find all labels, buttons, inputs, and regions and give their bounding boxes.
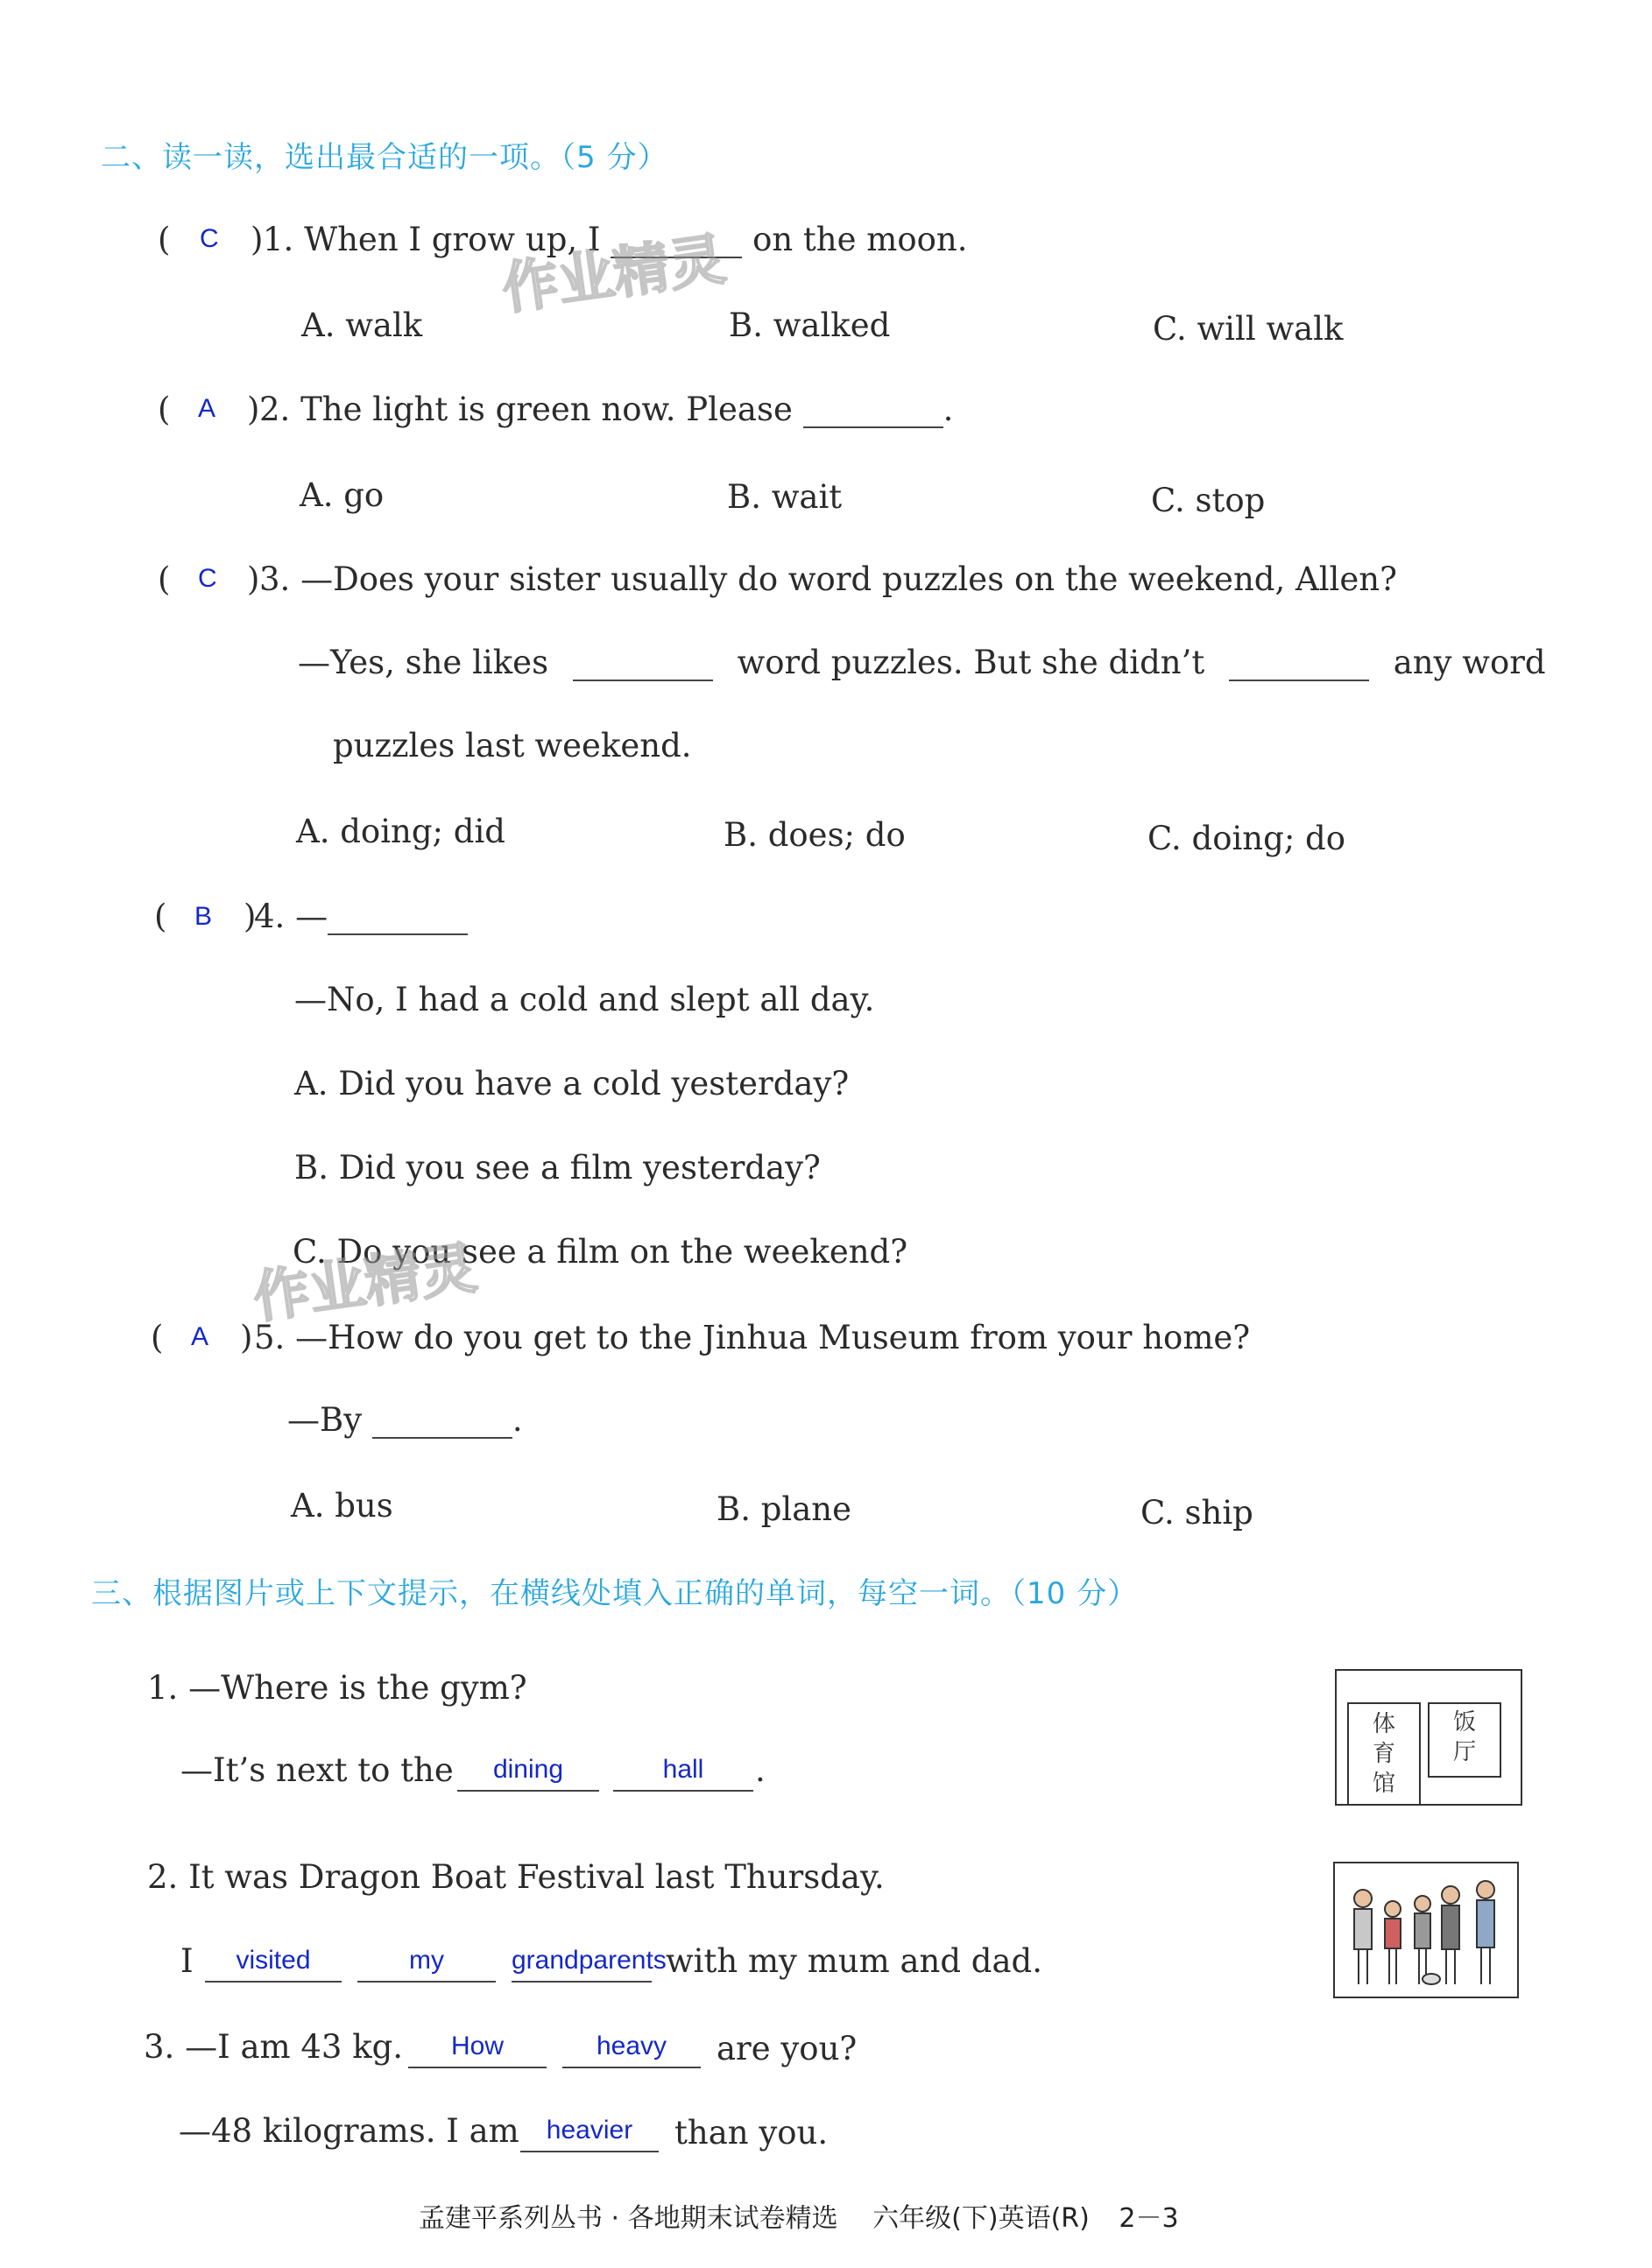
s3-q3-fill-1-line <box>408 2067 547 2068</box>
q5-blank[interactable] <box>372 1402 512 1439</box>
q3-reply-c: any word <box>1393 644 1546 681</box>
s3-q1-fill-2-line <box>613 1790 753 1792</box>
q3-reply-b: word puzzles. But she didn’t <box>737 644 1205 681</box>
s3-q1-end: . <box>755 1751 766 1789</box>
q3-paren-open: ( <box>158 560 171 598</box>
s3-q2-fill-3[interactable] <box>512 1933 667 1983</box>
s3-q3-fill-3-line <box>520 2151 659 2152</box>
s3-q2-fill-2-answer: my <box>409 1946 444 1975</box>
s3-q2-fill-2-line <box>357 1981 496 1983</box>
section2-heading: 二、读一读，选出最合适的一项。（5 分） <box>101 140 668 175</box>
q5-stem: 5. —How do you get to the Jinhua Museum from your home? <box>254 1319 1251 1356</box>
q1-stem-a: 1. When I grow up, I <box>263 221 601 258</box>
s3-q2-fill-1-line <box>205 1981 342 1983</box>
s3-q1-fill-1-line <box>457 1790 599 1792</box>
q4-paren-close: ) <box>244 898 257 935</box>
watermark-2: 作业精灵 <box>249 1236 481 1332</box>
family-icon <box>1335 1863 1517 1997</box>
q2-option-c: C. stop <box>1151 482 1266 519</box>
q5-reply-text: —By <box>287 1401 363 1439</box>
q3-option-b: B. does; do <box>724 816 906 854</box>
q5-option-a: A. bus <box>291 1487 393 1525</box>
watermark-1: 作业精灵 <box>498 227 730 323</box>
q2-stem <box>259 391 953 428</box>
q1-stem-b: on the moon. <box>752 221 968 258</box>
q4-paren-open: ( <box>154 898 167 935</box>
dining-char-1: 饭 <box>1452 1709 1476 1736</box>
q3-blank-2[interactable] <box>1229 644 1369 681</box>
section3-heading: 三、根据图片或上下文提示，在横线处填入正确的单词，每空一词。（10 分） <box>91 1576 1139 1611</box>
s3-q2-fill-1[interactable] <box>205 1933 342 1983</box>
q4-blank[interactable] <box>328 898 468 935</box>
q2-paren-open: ( <box>158 391 171 428</box>
q4-stem <box>254 898 468 935</box>
q3-paren-close: ) <box>247 560 260 598</box>
s3-q3-line2b: than you. <box>674 2114 829 2152</box>
q1-option-c: C. will walk <box>1153 310 1344 348</box>
q4-option-b: B. Did you see a film yesterday? <box>294 1149 821 1187</box>
footer-series: 孟建平系列丛书 · 各地期末试卷精选 <box>419 2203 838 2234</box>
footer-grade: 六年级(下)英语(R) <box>872 2203 1090 2234</box>
s3-q1-fill-2-answer: hall <box>662 1755 704 1784</box>
q2-option-a: A. go <box>300 476 385 514</box>
q5-paren-close: ) <box>240 1319 253 1356</box>
s3-q3-fill-1-answer: How <box>450 2032 504 2060</box>
dining-char-2: 厅 <box>1452 1739 1476 1765</box>
q4-reply: —No, I had a cold and slept all day. <box>294 981 875 1018</box>
s3-q3-line2a: —48 kilograms. I am <box>179 2112 519 2150</box>
s3-q3-fill-2-line <box>562 2067 701 2068</box>
q3-option-a: A. doing; did <box>296 813 505 850</box>
q5-end: . <box>512 1401 523 1439</box>
s3-q1-line1: 1. —Where is the gym? <box>147 1669 527 1707</box>
q1-option-b: B. walked <box>729 306 891 344</box>
q2-answer: A <box>198 394 216 423</box>
gym-char-1: 体 <box>1372 1711 1395 1737</box>
q1-option-a: A. walk <box>301 306 423 344</box>
dining-hall-label <box>1430 1704 1500 1767</box>
q2-option-b: B. wait <box>727 478 843 516</box>
q5-option-c: C. ship <box>1140 1494 1253 1532</box>
s3-q3-fill-3[interactable] <box>520 2103 659 2152</box>
q3-reply-a: —Yes, she likes <box>298 644 549 681</box>
s3-q2-end: with my mum and dad. <box>666 1942 1042 1980</box>
s3-q2-line1: 2. It was Dragon Boat Festival last Thursday. <box>147 1858 885 1896</box>
s3-q1-fill-1-answer: dining <box>492 1755 564 1784</box>
s3-q3-fill-2-answer: heavy <box>596 2032 667 2060</box>
q3-option-c: C. doing; do <box>1147 820 1346 857</box>
s3-q3-line1b: are you? <box>717 2030 858 2067</box>
q5-option-b: B. plane <box>717 1490 852 1528</box>
q2-paren-close: ) <box>247 391 260 428</box>
s3-q2-fill-3-answer: grandparents <box>512 1946 667 1975</box>
q4-stem-text: 4. — <box>254 898 328 935</box>
q5-reply <box>287 1401 523 1439</box>
q3-answer: C <box>198 564 217 593</box>
gym-char-3: 馆 <box>1372 1771 1395 1797</box>
q1-paren-close: ) <box>251 221 264 258</box>
s3-q1-fill-2[interactable] <box>613 1743 753 1792</box>
s3-q3-fill-1[interactable] <box>408 2019 547 2068</box>
footer <box>419 2196 1179 2235</box>
s3-q2-start: I <box>180 1942 194 1980</box>
q4-answer: B <box>194 902 213 931</box>
dining-hall-building <box>1428 1702 1501 1778</box>
s3-q2-fill-2[interactable] <box>357 1933 496 1983</box>
q2-blank[interactable] <box>803 391 943 428</box>
s3-q2-fill-3-line <box>512 1981 652 1983</box>
q4-option-a: A. Did you have a cold yesterday? <box>294 1065 850 1102</box>
s3-q2-fill-1-answer: visited <box>236 1946 311 1975</box>
q3-reply-d: puzzles last weekend. <box>333 727 692 764</box>
q1-paren-open: ( <box>158 221 171 258</box>
s3-q1-line2: —It’s next to the <box>180 1751 454 1789</box>
q1-answer: C <box>200 224 219 253</box>
s3-q3-fill-3-answer: heavier <box>546 2116 633 2145</box>
family-picture <box>1333 1862 1519 1998</box>
q2-end: . <box>942 391 954 428</box>
q4-option-c: C. Do you see a film on the weekend? <box>293 1233 908 1271</box>
gym-char-2: 育 <box>1372 1741 1395 1767</box>
q3-blank-1[interactable] <box>573 644 713 681</box>
q5-answer: A <box>191 1322 209 1351</box>
gym-dining-hall-picture <box>1335 1669 1522 1806</box>
gym-building <box>1347 1702 1421 1804</box>
s3-q3-line1a: 3. —I am 43 kg. <box>144 2028 404 2066</box>
q2-stem-text: 2. The light is green now. Please <box>259 391 793 428</box>
q3-stem: 3. —Does your sister usually do word puzzles on the weekend, Allen? <box>259 560 1397 598</box>
s3-q1-fill-1[interactable] <box>457 1743 599 1792</box>
q5-paren-open: ( <box>151 1319 164 1356</box>
footer-page: 2－3 <box>1119 2203 1179 2234</box>
q3-reply-line <box>298 644 1546 681</box>
s3-q3-fill-2[interactable] <box>562 2019 701 2068</box>
gym-label <box>1349 1704 1419 1799</box>
